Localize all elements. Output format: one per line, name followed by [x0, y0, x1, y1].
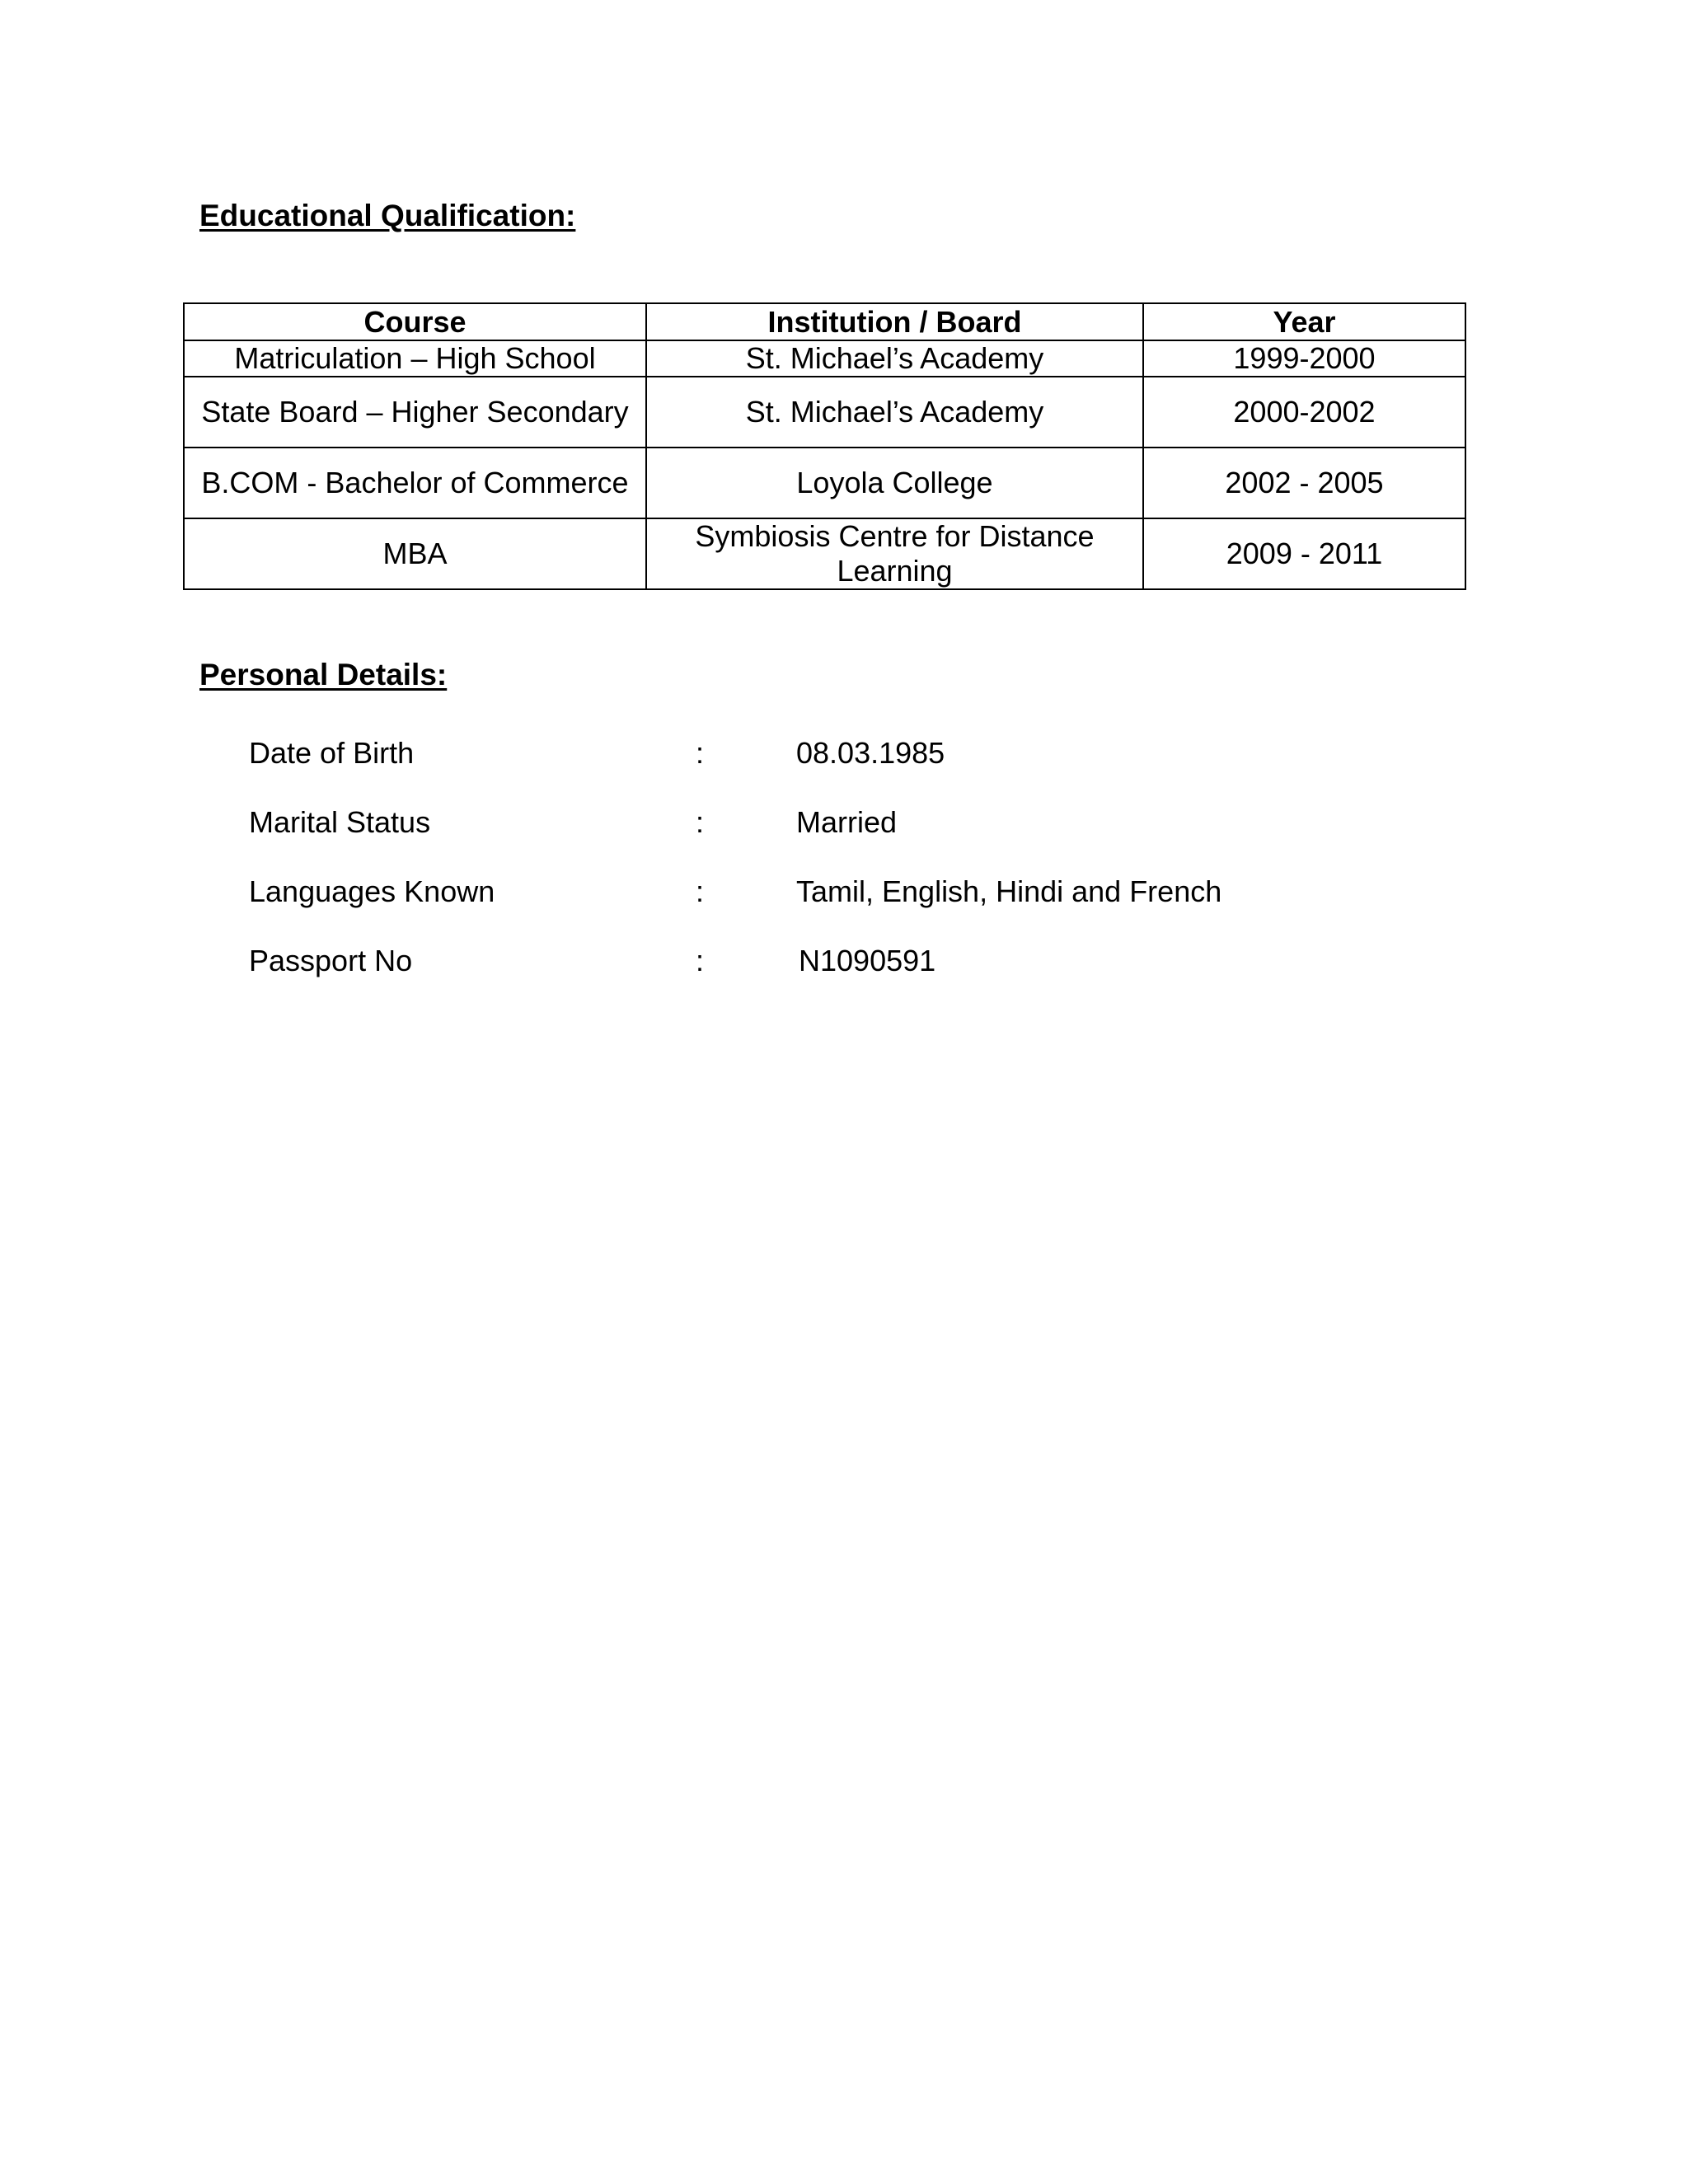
educational-qualification-heading: Educational Qualification:: [199, 199, 576, 232]
year-cell: 2009 - 2011: [1143, 518, 1465, 589]
personal-details-heading: Personal Details:: [199, 658, 448, 691]
detail-label: Passport No: [249, 944, 413, 977]
table-row: [184, 340, 1465, 377]
course-cell: MBA: [184, 518, 646, 589]
table-row: [184, 377, 1465, 448]
institution-cell: Loyola College: [646, 448, 1143, 518]
table-row: [184, 518, 1465, 589]
table-header-row: [184, 303, 1465, 340]
detail-value: 08.03.1985: [796, 736, 945, 770]
column-header-course: Course: [184, 303, 646, 340]
detail-value: Tamil, English, Hindi and French: [796, 874, 1222, 908]
course-cell: Matriculation – High School: [184, 340, 646, 377]
institution-cell: St. Michael’s Academy: [646, 377, 1143, 448]
detail-separator: :: [696, 805, 705, 839]
table-row: [184, 448, 1465, 518]
course-cell: B.COM - Bachelor of Commerce: [184, 448, 646, 518]
detail-label: Marital Status: [249, 805, 431, 839]
year-cell: 2000-2002: [1143, 377, 1465, 448]
year-cell: 2002 - 2005: [1143, 448, 1465, 518]
detail-label: Date of Birth: [249, 736, 415, 770]
education-table: [183, 302, 1466, 590]
column-header-year: Year: [1143, 303, 1465, 340]
detail-separator: :: [696, 736, 705, 770]
year-cell: 1999-2000: [1143, 340, 1465, 377]
course-cell: State Board – Higher Secondary: [184, 377, 646, 448]
detail-separator: :: [696, 944, 705, 977]
detail-label: Languages Known: [249, 874, 495, 908]
column-header-institution: Institution / Board: [646, 303, 1143, 340]
institution-cell: Symbiosis Centre for Distance Learning: [646, 518, 1143, 589]
detail-separator: :: [696, 874, 705, 908]
institution-cell: St. Michael’s Academy: [646, 340, 1143, 377]
detail-value: N1090591: [799, 944, 936, 977]
detail-value: Married: [796, 805, 898, 839]
